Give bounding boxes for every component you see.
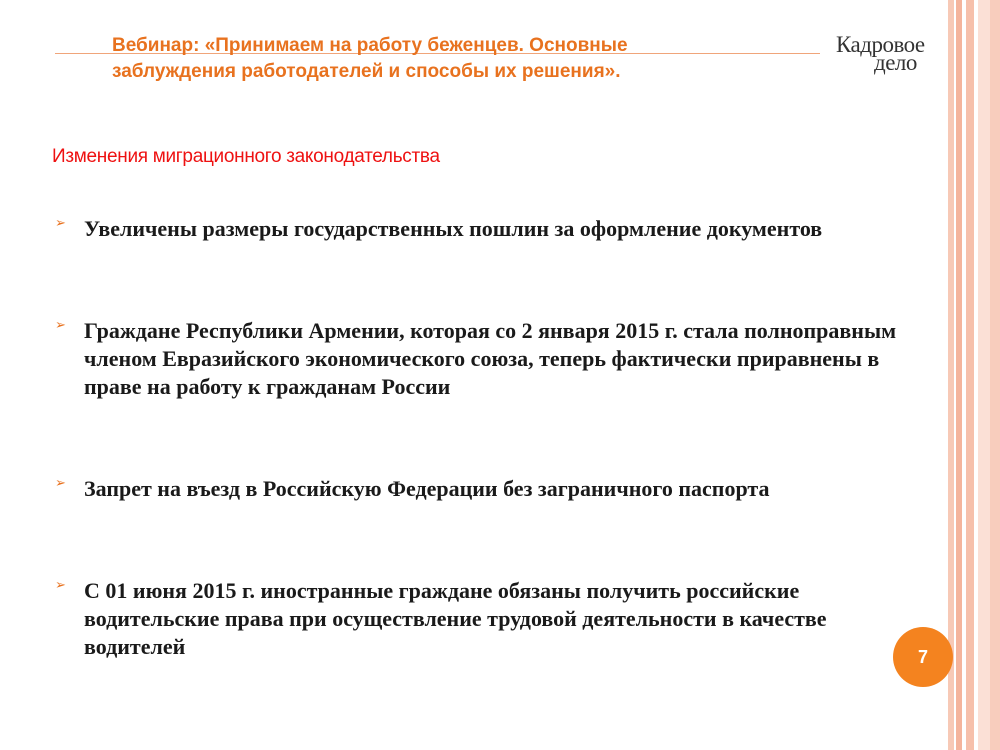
logo-line-2: дело bbox=[874, 50, 917, 75]
arrow-bullet-icon: ➢ bbox=[55, 578, 66, 593]
decorative-stripe bbox=[990, 0, 1000, 750]
arrow-bullet-icon: ➢ bbox=[55, 476, 66, 491]
arrow-bullet-icon: ➢ bbox=[55, 318, 66, 333]
decorative-stripe bbox=[956, 0, 962, 750]
section-title: Изменения миграционного законодательства bbox=[52, 146, 440, 167]
decorative-stripe bbox=[948, 0, 954, 750]
arrow-bullet-icon: ➢ bbox=[55, 216, 66, 231]
kadrovoe-delo-logo bbox=[836, 32, 936, 74]
bullet-text: Запрет на въезд в Российскую Федерации без заграничного паспорта bbox=[84, 476, 770, 501]
logo-line-1: Кадровое bbox=[836, 32, 925, 57]
bullet-text: С 01 июня 2015 г. иностранные граждане обязаны получить российские водительские права при осуществление трудовой деятельности в качестве водителей bbox=[84, 578, 827, 659]
bullet-text: Граждане Республики Армении, которая со 2 января 2015 г. стала полноправным членом Евразийского экономического союза, теперь фактически приравнены в праве на работу к гражданам России bbox=[84, 318, 897, 399]
page-number-badge: 7 bbox=[893, 627, 953, 687]
decorative-stripe bbox=[966, 0, 974, 750]
bullet-text: Увеличены размеры государственных пошлин за оформление документов bbox=[84, 216, 823, 241]
webinar-title: Вебинар: «Принимаем на работу беженцев. Основные заблуждения работодателей и способы их решения». bbox=[112, 35, 628, 82]
